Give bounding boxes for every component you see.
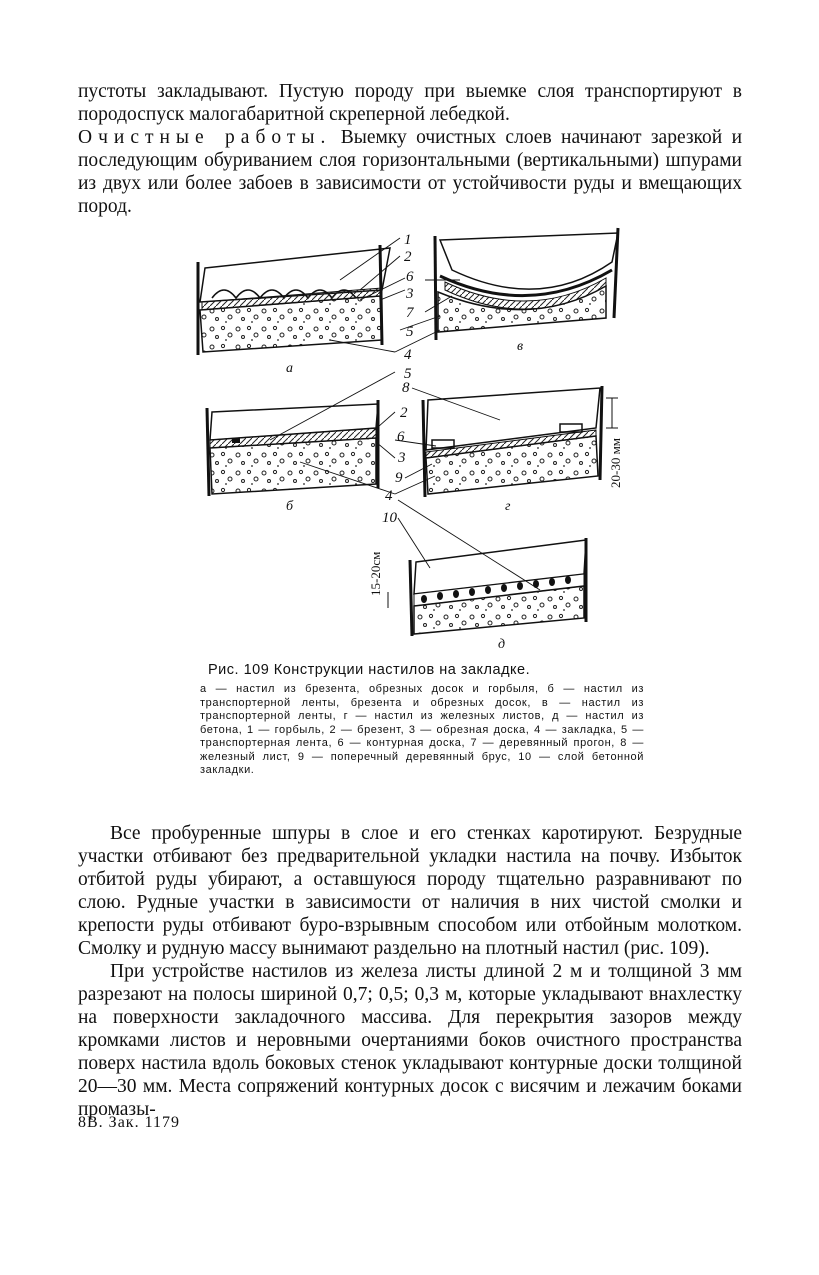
callout-2: 2 [404,249,412,265]
callout-4: 4 [404,347,412,363]
panel-label-d: д [498,637,506,652]
panel-label-a: а [286,361,293,376]
callout-5b: 5 [404,366,412,382]
section-heading: Очистные работы. [78,127,332,148]
paragraph-4: При устройстве настилов из железа листы длиной 2 м и толщиной 3 мм разрезают на полосы шириной 0,7; 0,5; 0,3 м, которые укладывают внахлестку на поверхности закладочного массива. Для перекрытия зазоров между кромками листов и неровными очертаниями боков очистного пространства поверх настила вдоль боковых стенок укладывают контурные доски толщиной 20—30 мм. Места сопряжений контурных досок с висячим и лежачим боками промазы- [78,961,742,1120]
page-footer: 8В. Зак. 1179 [78,1114,180,1131]
callout-6: 6 [406,269,414,285]
panel-label-v: в [517,339,524,354]
dim-label-15-20: 15-20см [368,551,383,596]
callout-6b: 6 [397,429,405,445]
panel-label-g: г [505,499,511,514]
callout-1: 1 [404,232,412,248]
paragraph-1: пустоты закладывают. Пустую породу при выемке слоя транспортируют в породоспуск малогабаритной скреперной лебедкой. [78,81,742,125]
figure-caption-title: Рис. 109 Конструкции настилов на закладке. [208,662,531,678]
panel-d [368,538,586,652]
panel-v [435,228,618,354]
figure-caption-legend: а — настил из брезента, обрезных досок и горбыля, б — настил из транспортерной ленты, брезента и обрезных досок, в — настил из транспортерной ленты, г — настил из железных листов, д — настил из бетона, 1 — горбыль, 2 — брезент, 3 — обрезная доска, 4 — закладка, 5 — транспортерная лента, 6 — контурная доска, 7 — деревянный прогон, 8 — железный лист, 9 — поперечный деревянный брус, 10 — слой бетонной закладки. [200,683,644,776]
callout-3: 3 [406,286,414,302]
callout-4b: 4 [385,488,393,504]
panel-label-b: б [286,499,294,514]
callout-2b: 2 [400,405,408,421]
callout-7: 7 [406,305,414,321]
callout-8: 8 [402,380,410,396]
panel-b [207,400,378,514]
callout-10: 10 [382,510,397,526]
paragraph-2-text: Выемку очистных слоев начинают зарезкой и последующим обуриванием слоя горизонтальными (вертикальными) шпурами из двух или более забоев в зависимости от устойчивости руды и вмещающих пород. [78,127,743,217]
callout-5: 5 [406,324,414,340]
callout-9: 9 [395,470,403,486]
callout-3b: 3 [398,450,406,466]
panel-g [423,386,623,514]
callout-numbers [382,232,415,526]
dim-label-20-30: 20-30 мм [608,437,623,488]
paragraph-3: Все пробуренные шпуры в слое и его стенках каротируют. Безрудные участки отбивают без предварительной укладки настила на почву. Избыток отбитой руды убирают, а оставшуюся породу тщательно разравнивают по слою. Рудные участки в зависимости от наличия в них чистой смолки и крепости руды отбивают буро-взрывным способом или отбойным молотком. Смолку и рудную массу вынимают раздельно на плотный настил (рис. 109). [78,823,742,959]
